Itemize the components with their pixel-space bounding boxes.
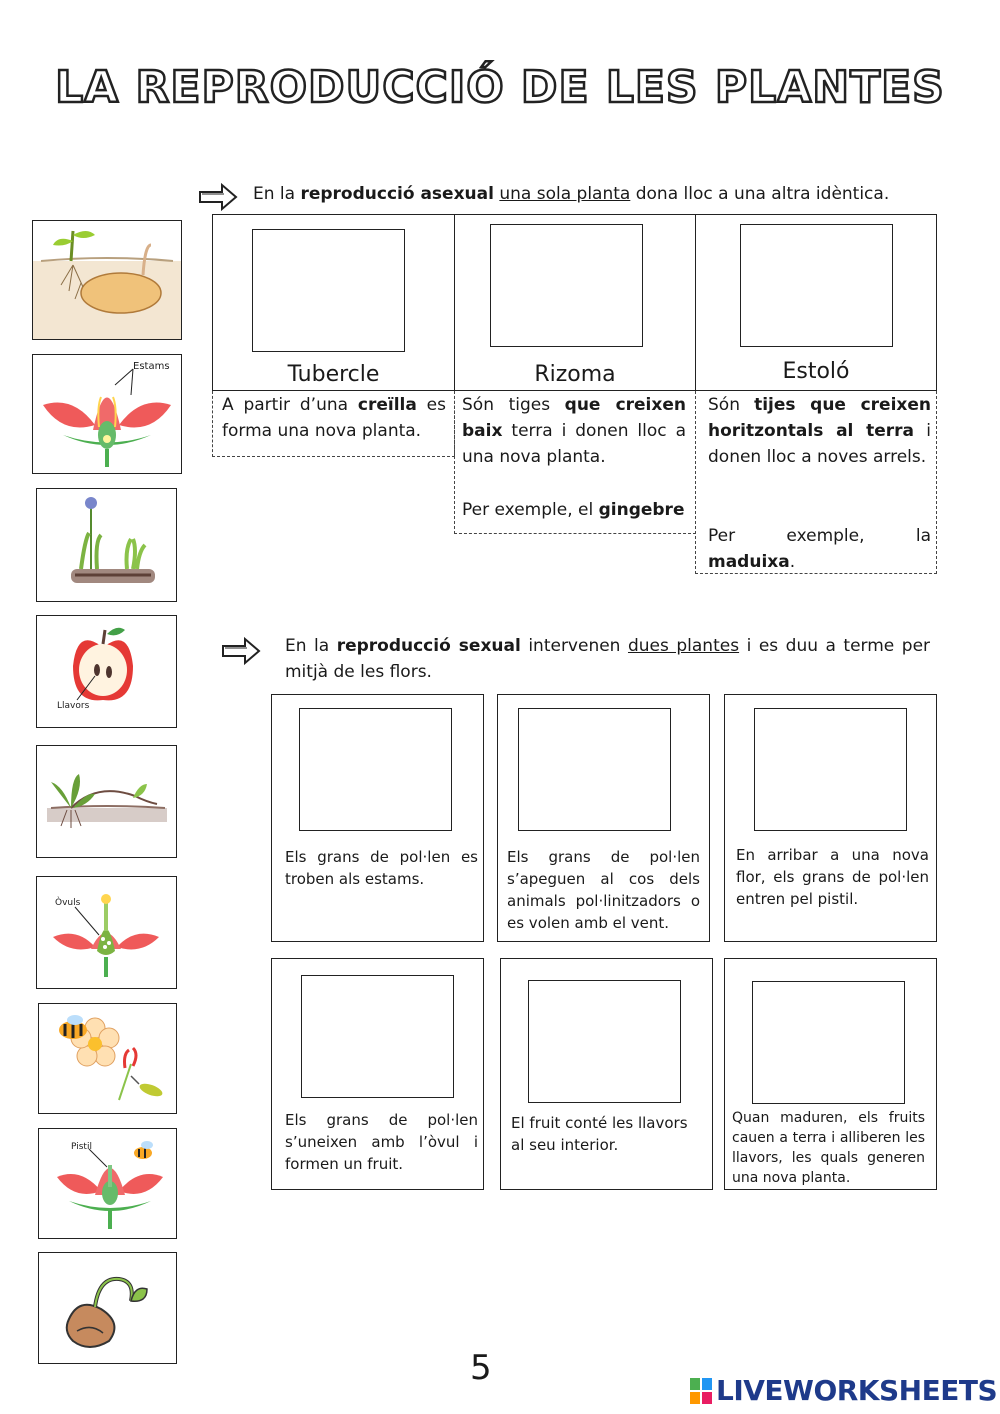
sexual-description-1: Els grans de pol·len es troben als estams. bbox=[285, 848, 478, 888]
sexual-intro: En la reproducció sexual intervenen dues plantes i es duu a terme per mitjà de les flors. bbox=[285, 636, 931, 682]
pollinators-card[interactable] bbox=[38, 1003, 177, 1114]
rizoma-example: Per exemple, el gingebre bbox=[462, 500, 685, 520]
brand-name: LIVEWORKSHEETS bbox=[716, 1374, 998, 1407]
sexual-drop-slot-5[interactable] bbox=[528, 980, 681, 1103]
sexual-description-6: Quan maduren, els fruits cauen a terra i alliberen les llavors, les quals generen una nova planta. bbox=[732, 1110, 925, 1186]
seed-sprout-icon bbox=[39, 1253, 176, 1363]
rhizome-icon bbox=[37, 489, 176, 601]
sexual-drop-slot-1[interactable] bbox=[299, 708, 452, 831]
brand-logo bbox=[690, 1374, 997, 1407]
sexual-drop-slot-4[interactable] bbox=[301, 975, 454, 1098]
liveworksheets-logo-icon bbox=[690, 1378, 712, 1404]
flower-stamens-card[interactable] bbox=[32, 354, 182, 474]
estolo-description: Són tijes que creixen horitzontals al terra i donen lloc a noves arrels. bbox=[708, 395, 932, 467]
sexual-drop-slot-2[interactable] bbox=[518, 708, 671, 831]
asexual-intro: En la reproducció asexual una sola planta dona lloc a una altra idèntica. bbox=[253, 184, 890, 204]
llavors-label: Llavors bbox=[57, 701, 90, 711]
rizoma-description: Són tiges que creixen baix terra i donen lloc a una nova planta. bbox=[462, 395, 686, 467]
sexual-drop-slot-6[interactable] bbox=[752, 981, 905, 1104]
tubercle-label: Tubercle bbox=[287, 362, 380, 387]
potato-tuber-card[interactable] bbox=[32, 220, 182, 340]
flower-ovules-card[interactable] bbox=[36, 876, 177, 989]
arrow-icon bbox=[221, 636, 261, 666]
ovuls-label: Òvuls bbox=[55, 898, 81, 908]
apple-icon bbox=[37, 616, 176, 727]
potato-icon bbox=[33, 221, 181, 339]
flower-icon bbox=[33, 355, 181, 473]
estolo-label: Estoló bbox=[782, 359, 850, 384]
pistil-label: Pistil bbox=[71, 1142, 92, 1152]
tubercle-description: A partir d’una creïlla es forma una nova planta. bbox=[222, 395, 446, 441]
flower-pistil-icon bbox=[39, 1129, 176, 1238]
arrow-icon bbox=[198, 182, 238, 212]
stolon-icon bbox=[37, 746, 176, 857]
rhizome-plant-card[interactable] bbox=[36, 488, 177, 602]
tubercle-drop-slot[interactable] bbox=[252, 229, 405, 352]
page-title: LA REPRODUCCIÓ DE LES PLANTES bbox=[55, 62, 945, 113]
rizoma-drop-slot[interactable] bbox=[490, 224, 643, 347]
sexual-drop-slot-3[interactable] bbox=[754, 708, 907, 831]
flower-pistil-card[interactable] bbox=[38, 1128, 177, 1239]
sexual-description-5: El fruit conté les llavors al seu interior. bbox=[511, 1114, 688, 1154]
sexual-description-4: Els grans de pol·len s’uneixen amb l’òvul i formen un fruit. bbox=[285, 1111, 478, 1173]
rizoma-label: Rizoma bbox=[534, 362, 616, 387]
apple-seeds-card[interactable] bbox=[36, 615, 177, 728]
page-number: 5 bbox=[470, 1348, 492, 1388]
sexual-description-2: Els grans de pol·len s’apeguen al cos dels animals pol·linitzadors o es volen amb el vent. bbox=[507, 848, 700, 932]
sexual-description-3: En arribar a una nova flor, els grans de pol·len entren pel pistil. bbox=[736, 846, 929, 908]
estams-label: Estams bbox=[133, 361, 170, 372]
stolon-plant-card[interactable] bbox=[36, 745, 177, 858]
estolo-drop-slot[interactable] bbox=[740, 224, 893, 347]
estolo-example: Per exemple, la maduixa. bbox=[708, 526, 931, 572]
bee-bird-icon bbox=[39, 1004, 176, 1113]
germinating-seed-card[interactable] bbox=[38, 1252, 177, 1364]
flower-ovules-icon bbox=[37, 877, 176, 988]
